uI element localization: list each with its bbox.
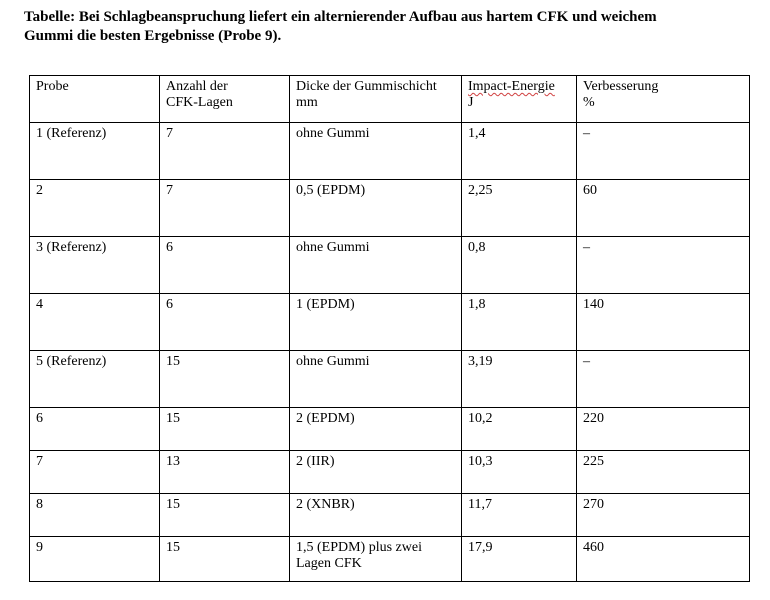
cell-energie: 17,9: [462, 537, 577, 582]
header-lagen-line-2: CFK-Lagen: [166, 95, 233, 110]
table-row: [30, 180, 750, 237]
table-row: [30, 408, 750, 451]
header-verbesserung-line-2: %: [583, 95, 595, 110]
spellcheck-word: Impact-Energie: [468, 79, 555, 94]
cell-verbesserung: 220: [577, 408, 750, 451]
cell-probe: 8: [30, 494, 160, 537]
cell-lagen: 15: [160, 408, 290, 451]
cell-dicke: 2 (IIR): [290, 451, 462, 494]
cell-lagen: 15: [160, 494, 290, 537]
header-dicke-line-2: mm: [296, 95, 318, 110]
cell-lagen: 7: [160, 123, 290, 180]
cell-probe: 9: [30, 537, 160, 582]
cell-energie: 1,8: [462, 294, 577, 351]
cell-energie: 0,8: [462, 237, 577, 294]
cell-verbesserung: 270: [577, 494, 750, 537]
cell-verbesserung: 140: [577, 294, 750, 351]
table-caption: [24, 8, 744, 46]
cell-probe: 2: [30, 180, 160, 237]
cell-energie: 10,2: [462, 408, 577, 451]
header-probe-line-1: Probe: [36, 79, 69, 94]
cell-energie: 3,19: [462, 351, 577, 408]
cell-dicke-line-1: 1,5 (EPDM) plus zwei: [296, 540, 422, 555]
cell-probe: 6: [30, 408, 160, 451]
cell-lagen: 6: [160, 294, 290, 351]
cell-probe: 4: [30, 294, 160, 351]
table-row: [30, 494, 750, 537]
cell-probe: 5 (Referenz): [30, 351, 160, 408]
cell-energie: 10,3: [462, 451, 577, 494]
caption-line-1: Tabelle: Bei Schlagbeanspruchung liefert ein alternierender Aufbau aus hartem CFK und weichem: [24, 9, 657, 25]
cell-dicke: ohne Gummi: [290, 123, 462, 180]
cell-dicke: 1 (EPDM): [290, 294, 462, 351]
table-row: [30, 123, 750, 180]
cell-energie: 1,4: [462, 123, 577, 180]
cell-dicke: 2 (XNBR): [290, 494, 462, 537]
header-cell-probe: [30, 76, 160, 123]
cell-probe: 1 (Referenz): [30, 123, 160, 180]
cell-lagen: 15: [160, 537, 290, 582]
header-cell-verbesserung: [577, 76, 750, 123]
cell-dicke: 0,5 (EPDM): [290, 180, 462, 237]
header-cell-dicke: [290, 76, 462, 123]
data-table: [29, 75, 750, 582]
header-verbesserung-line-1: Verbesserung: [583, 79, 659, 94]
header-dicke-line-1: Dicke der Gummischicht: [296, 79, 437, 94]
cell-energie: 2,25: [462, 180, 577, 237]
cell-verbesserung: –: [577, 237, 750, 294]
table-row: [30, 294, 750, 351]
header-cell-energie: [462, 76, 577, 123]
cell-dicke: [290, 537, 462, 582]
cell-verbesserung: 225: [577, 451, 750, 494]
header-lagen-line-1: Anzahl der: [166, 79, 228, 94]
cell-verbesserung: 460: [577, 537, 750, 582]
cell-lagen: 6: [160, 237, 290, 294]
header-cell-lagen: [160, 76, 290, 123]
table-row: [30, 237, 750, 294]
cell-lagen: 15: [160, 351, 290, 408]
cell-lagen: 13: [160, 451, 290, 494]
table-row: [30, 451, 750, 494]
table-row: [30, 537, 750, 582]
table-header-row: [30, 76, 750, 123]
cell-verbesserung: –: [577, 123, 750, 180]
cell-dicke: 2 (EPDM): [290, 408, 462, 451]
cell-verbesserung: 60: [577, 180, 750, 237]
cell-probe: 7: [30, 451, 160, 494]
cell-lagen: 7: [160, 180, 290, 237]
cell-probe: 3 (Referenz): [30, 237, 160, 294]
cell-dicke: ohne Gummi: [290, 237, 462, 294]
cell-dicke-line-2: Lagen CFK: [296, 556, 362, 571]
table-row: [30, 351, 750, 408]
cell-energie: 11,7: [462, 494, 577, 537]
header-energie-line-1: [468, 79, 570, 95]
header-energie-line-2: J: [468, 95, 474, 110]
caption-line-2: Gummi die besten Ergebnisse (Probe 9).: [24, 28, 282, 44]
cell-verbesserung: –: [577, 351, 750, 408]
cell-dicke: ohne Gummi: [290, 351, 462, 408]
